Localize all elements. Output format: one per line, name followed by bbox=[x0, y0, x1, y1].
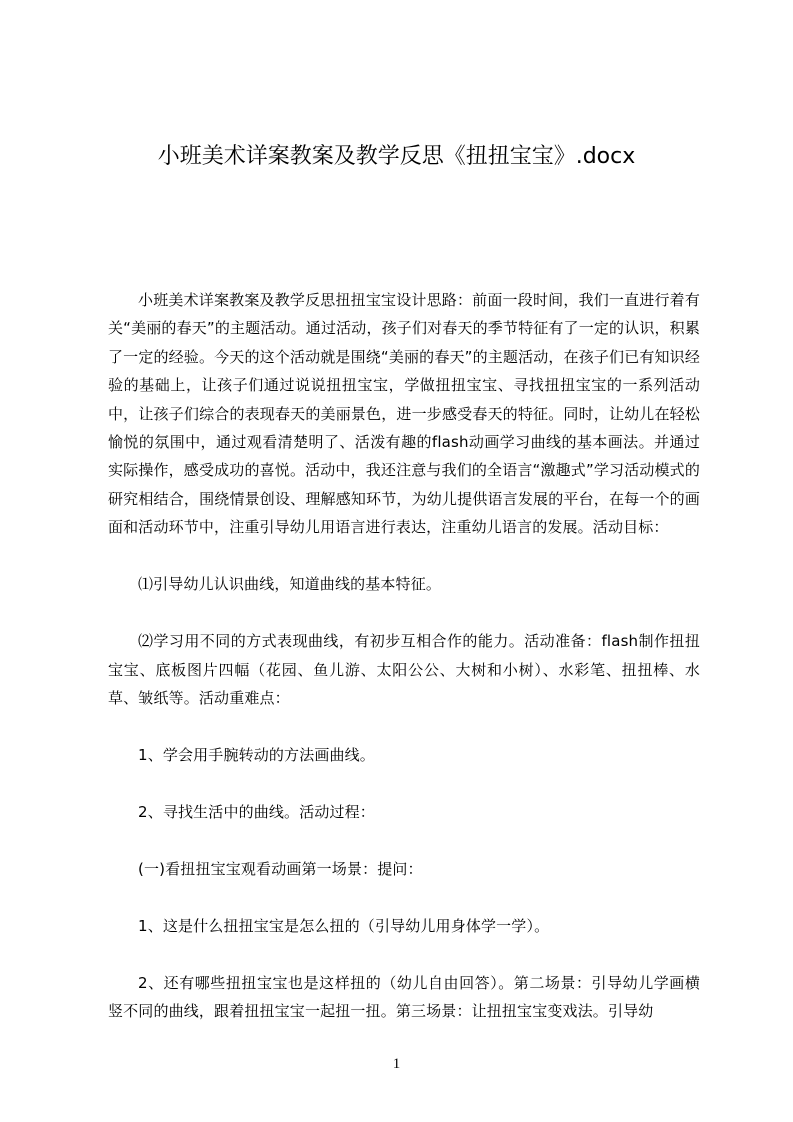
paragraph-process-heading: (一)看扭扭宝宝观看动画第一场景：提问： bbox=[138, 860, 423, 879]
paragraph-key-point-2: 2、寻找生活中的曲线。活动过程： bbox=[138, 803, 375, 822]
paragraph-key-point-1: 1、学会用手腕转动的方法画曲线。 bbox=[138, 746, 375, 765]
paragraph-design-idea: 小班美术详案教案及教学反思扭扭宝宝设计思路：前面一段时间，我们一直进行着有关“美丽的春天”的主题活动。通过活动，孩子们对春天的季节特征有了一定的认识，积累了一定的经验。今天的这个活动就是围绕“美丽的春天”的主题活动，在孩子们已有知识经验的基础上，让孩子们通过说说扭扭宝宝，学做扭扭宝宝、寻找扭扭宝宝的一系列活动中，让孩子们综合的表现春天的美丽景色，进一步感受春天的特征。同时，让幼儿在轻松愉悦的氛围中，通过观看清楚明了、活泼有趣的flash动画学习曲线的基本画法。并通过实际操作，感受成功的喜悦。活动中，我还注意与我们的全语言“激趣式”学习活动模式的研究相结合，围绕情景创设、理解感知环节，为幼儿提供语言发展的平台，在每一个的画面和活动环节中，注重引导幼儿用语言进行表达，注重幼儿语言的发展。活动目标： bbox=[108, 291, 700, 537]
page-number: 1 bbox=[392, 1056, 401, 1072]
paragraph-goal-2: ⑵学习用不同的方式表现曲线，有初步互相合作的能力。活动准备：flash制作扭扭宝宝、底板图片四幅（花园、鱼儿游、太阳公公、大树和小树）、水彩笔、扭扭棒、水草、皱纸等。活动重难点： bbox=[108, 632, 700, 708]
paragraph-goal-1: ⑴引导幼儿认识曲线，知道曲线的基本特征。 bbox=[138, 575, 442, 594]
paragraph-question-2: 2、还有哪些扭扭宝宝也是这样扭的（幼儿自由回答）。第二场景：引导幼儿学画横竖不同的曲线，跟着扭扭宝宝一起扭一扭。第三场景：让扭扭宝宝变戏法。引导幼 bbox=[108, 974, 700, 1021]
document-title: 小班美术详案教案及教学反思《扭扭宝宝》.docx bbox=[157, 144, 636, 169]
document-body bbox=[108, 286, 700, 1026]
paragraph-question-1: 1、这是什么扭扭宝宝是怎么扭的（引导幼儿用身体学一学）。 bbox=[138, 917, 550, 936]
